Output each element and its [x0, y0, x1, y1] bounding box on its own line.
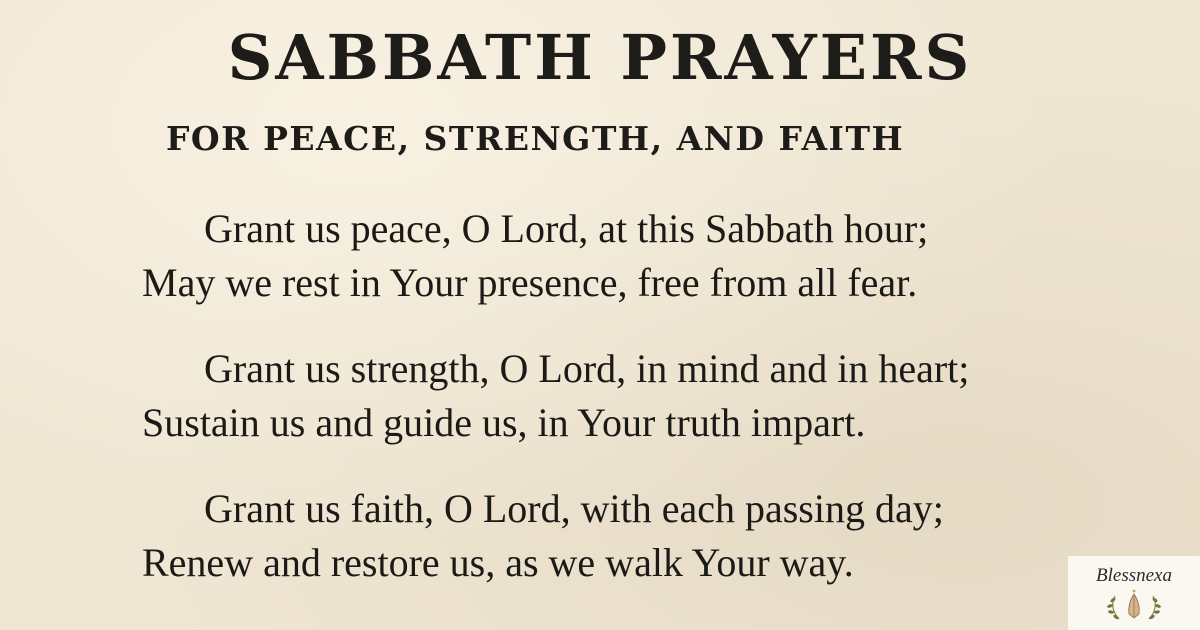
page-title: SABBATH PRAYERS [227, 21, 973, 94]
stanza-line: Sustain us and guide us, in Your truth impart. [142, 400, 866, 445]
praying-hands-laurel-icon [1099, 588, 1169, 622]
prayer-stanza-faith [142, 482, 944, 590]
brand-logo [1068, 556, 1200, 630]
prayer-stanza-strength [142, 342, 969, 450]
logo-wordmark: Blessnexa [1096, 565, 1172, 586]
page-subtitle: FOR PEACE, STRENGTH, AND FAITH [166, 119, 905, 158]
stanza-line: May we rest in Your presence, free from all fear. [142, 260, 918, 305]
stanza-line: Grant us faith, O Lord, with each passing day; [204, 486, 944, 531]
stanza-line: Grant us peace, O Lord, at this Sabbath hour; [204, 206, 929, 251]
stanza-line: Renew and restore us, as we walk Your way. [142, 540, 854, 585]
prayer-stanza-peace [142, 202, 928, 310]
stanza-line: Grant us strength, O Lord, in mind and in heart; [204, 346, 970, 391]
